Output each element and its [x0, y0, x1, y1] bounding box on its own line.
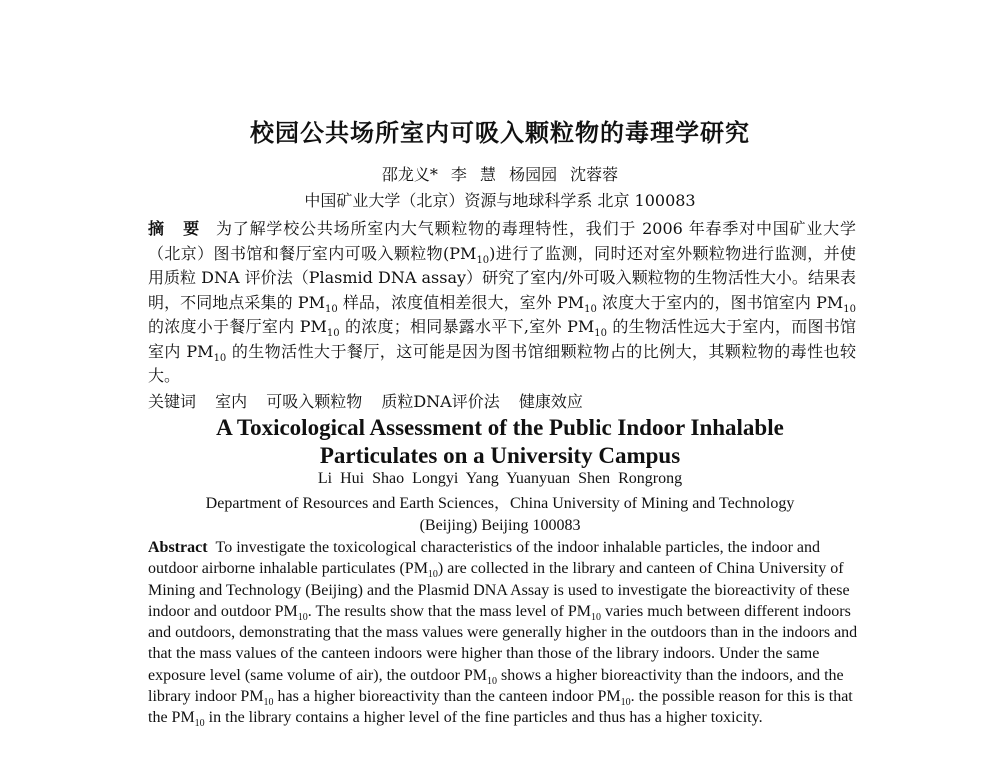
english-affiliation-line-1: Department of Resources and Earth Sciences，China University of Mining and Technology	[205, 495, 795, 512]
keyword: 室内	[215, 392, 248, 411]
chinese-abstract-label: 摘 要	[148, 219, 206, 238]
english-title-line-1: A Toxicological Assessment of the Public Indoor Inhalable	[216, 415, 784, 440]
chinese-affiliation: 中国矿业大学（北京）资源与地球科学系 北京 100083	[304, 191, 696, 210]
chinese-abstract	[148, 217, 856, 389]
english-abstract	[148, 537, 860, 729]
keyword: 健康效应	[518, 392, 583, 411]
english-affiliation	[150, 493, 850, 537]
english-abstract-label: Abstract	[148, 539, 208, 556]
english-affiliation-line-2: (Beijing) Beijing 100083	[419, 517, 581, 534]
keyword: 可吸入颗粒物	[266, 392, 363, 411]
english-abstract-text: To investigate the toxicological characteristics of the indoor inhalable particles, the indoor and outdoor airborne inhalable particulates $(PM_{10})$ are collected in the library and canteen of China University of Mining and Technology (Beijing) and the Plasmid DNA Assay is used to investigate the bioreactivity of these indoor and outdoor $PM_{10}$. The results show that the mass level of $PM_{10}$ varies much between different indoors and outdoors, demonstrating that the mass values were generally higher in the outdoors than in the indoors and that the mass values of the canteen indoors were higher than those of the library indoors. Under the same exposure level (same volume of air), the outdoor $PM_{10}$ shows a higher bioreactivity than the indoors, and the library indoor $PM_{10}$ has a higher bioreactivity than the canteen indoor $PM_{10}$. the possible reason for this is that the $PM_{10}$ in the library contains a higher level of the fine particles and thus has a higher toxicity.	[148, 539, 858, 730]
english-title	[0, 414, 1000, 470]
english-title-line-2: Particulates on a University Campus	[319, 443, 681, 468]
chinese-authors: 邵龙义* 李 慧 杨园园 沈蓉蓉	[381, 165, 619, 184]
keyword: 质粒DNA评价法	[381, 392, 500, 411]
english-authors: Li Hui Shao Longyi Yang Yuanyuan Shen Rongrong	[317, 470, 683, 487]
chinese-abstract-text: 为了解学校公共场所室内大气颗粒物的毒理特性，我们于 2006 年春季对中国矿业大学（北京）图书馆和餐厅室内可吸入颗粒物$(PM_{10})$进行了监测，同时还对室外颗粒物进行监测，并使用质粒 DNA 评价法（Plasmid DNA assay）研究了室内/外可吸入颗粒物的生物活性大小。结果表明，不同地点采集的 $PM_{10}$ 样品，浓度值相差很大，室外 $PM_{10}$ 浓度大于室内的，图书馆室内 $PM_{10}$ 的浓度小于餐厅室内 $PM_{10}$ 的浓度；相同暴露水平下,室外 $PM_{10}$ 的生物活性远大于室内，而图书馆室内 $PM_{10}$ 的生物活性大于餐厅，这可能是因为图书馆细颗粒物占的比例大，其颗粒物的毒性也较大。	[148, 219, 856, 385]
chinese-keywords	[148, 389, 856, 412]
chinese-keywords-label: 关键词	[148, 392, 197, 411]
chinese-title: 校园公共场所室内可吸入颗粒物的毒理学研究	[250, 119, 750, 147]
